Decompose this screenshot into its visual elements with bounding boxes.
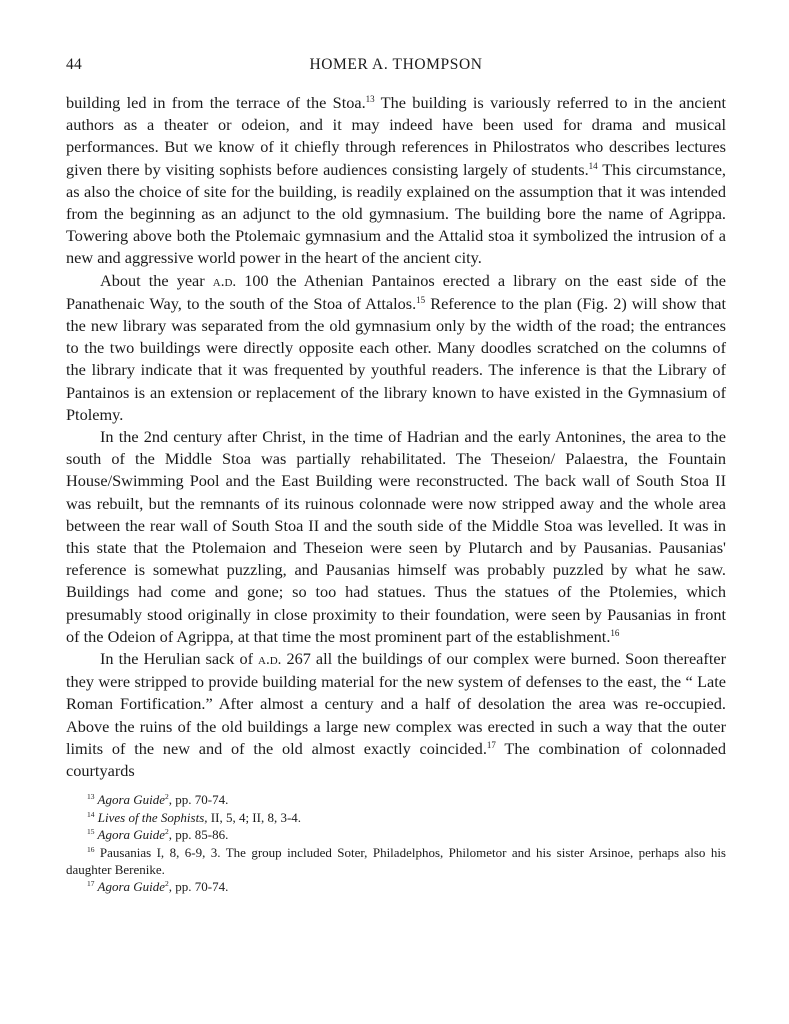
text-run: II, 5, 4; II, 8, 3-4. <box>207 809 302 825</box>
footnote-ref: 14 <box>87 809 95 819</box>
text-run: This circumstance, as also the choice of site for the building, is readily explained on the assumption that it was intended from the beginning as an adjunct to the old gymnasium. The building bore the name of Agrippa. Towering above both the Ptolemaic gymnasium and the Attalid stoa it symbolized the intrusion of a new and aggressive world power in the heart of the ancient city. <box>66 159 727 268</box>
footnote-ref: 2 <box>165 827 169 837</box>
italic-title: Agora Guide <box>94 827 166 843</box>
text-run: About the year <box>100 270 213 290</box>
text-run: Pausanias I, 8, 6-9, 3. The group included Soter, Philadelphos, Philometor and his sister Arsinoe, perhaps also his daughter Berenike. <box>66 844 726 877</box>
footnote-ref: 15 <box>416 294 426 305</box>
footnote-ref: 17 <box>486 739 496 750</box>
text-run: In the Herulian sack of <box>100 649 259 669</box>
text-run: , pp. 70-74. <box>168 879 229 895</box>
text-run: In the 2nd century after Christ, in the time of Hadrian and the early Antonines, the area to the south of the Middle Stoa was partially rehabilitated. The Theseion/ Palaestra, the Fountain House/Swimming Pool and the East Building were reconstructed. The back wall of South Stoa II was rebuilt, but the remnants of its ruinous colonnade were now stripped away and the whole area between the rear wall of South Stoa II and the south side of the Middle Stoa was levelled. It was in this state that the Ptolemaion and Theseion were seen by Plutarch and by Pausanias. Pausanias' reference is somewhat puzzling, and Pausanias himself was probably puzzled by what he saw. Buildings had come and gone; so too had statues. Thus the statues of the Ptolemies, which presumably stood originally in close proximity to their foundation, were seen by Pausanias in front of the Odeion of Agrippa, at that time the most prominent part of the establishment. <box>66 427 726 646</box>
paragraph <box>66 648 726 782</box>
text-run: Reference to the plan (Fig. 2) will show that the new library was separated from the old gymnasium only by the width of the road; the entrances to the two buildings were directly opposite each other. Many doodles scratched on the columns of the library indicate that it was frequented by youthful readers. The inference is that the Library of Pantainos is an extension or replacement of the library known to have existed in the Gymnasium of Ptolemy. <box>66 293 726 424</box>
footnote-ref: 17 <box>87 879 95 889</box>
footnote-ref: 16 <box>610 627 620 638</box>
italic-title: Agora Guide <box>94 879 166 895</box>
footnote <box>66 791 726 808</box>
text-run: building led in from the terrace of the Stoa. <box>66 93 366 112</box>
footnotes <box>66 791 726 895</box>
small-caps-text: a.d. <box>212 273 237 290</box>
footnote-ref: 13 <box>87 792 95 802</box>
footnote <box>66 878 726 895</box>
paragraph <box>66 270 726 426</box>
body-text <box>66 92 726 782</box>
text-run: The combination of colonnaded courtyards <box>66 738 726 781</box>
footnote <box>66 844 726 879</box>
text-run: , pp. 85-86. <box>168 827 229 843</box>
text-run: 267 all the buildings of our complex were burned. Soon thereafter they were stripped to provide building material for the new system of defenses to the east, the “ Late Roman Fortification.” After almost a century and a half of desolation the area was re-occupied. Above the ruins of the old buildings a large new complex was erected in such a way that the outer limits of the new and of the old almost exactly coincided. <box>66 649 726 758</box>
footnote <box>66 809 726 826</box>
footnote-ref: 14 <box>588 160 598 171</box>
footnote-ref: 13 <box>365 94 375 104</box>
italic-title: Agora Guide <box>94 792 166 808</box>
page-header <box>66 56 726 80</box>
paragraph <box>66 426 726 648</box>
footnote-ref: 16 <box>87 844 95 854</box>
text-run: 100 the Athenian Pantainos erected a library on the east side of the Panathenaic Way, to the south of the Stoa of Attalos. <box>66 270 726 313</box>
footnote-ref: 2 <box>165 792 169 802</box>
page-number: 44 <box>66 56 83 73</box>
text-run: , pp. 70-74. <box>168 792 229 808</box>
paragraph <box>66 92 726 270</box>
small-caps-text: a.d. <box>258 652 282 669</box>
italic-title: Lives of the Sophists, <box>94 809 208 825</box>
text-run: The building is variously referred to in the ancient authors as a theater or odeion, and it may indeed have been used for drama and musical performances. But we know of it chiefly through references in Philostratos who describes lectures given there by visiting sophists before audiences consisting largely of students. <box>66 93 726 179</box>
running-head: HOMER A. THOMPSON <box>309 56 483 73</box>
footnote-ref: 2 <box>165 879 169 889</box>
footnote <box>66 826 726 843</box>
document-page <box>66 56 726 896</box>
footnote-ref: 15 <box>87 827 95 837</box>
